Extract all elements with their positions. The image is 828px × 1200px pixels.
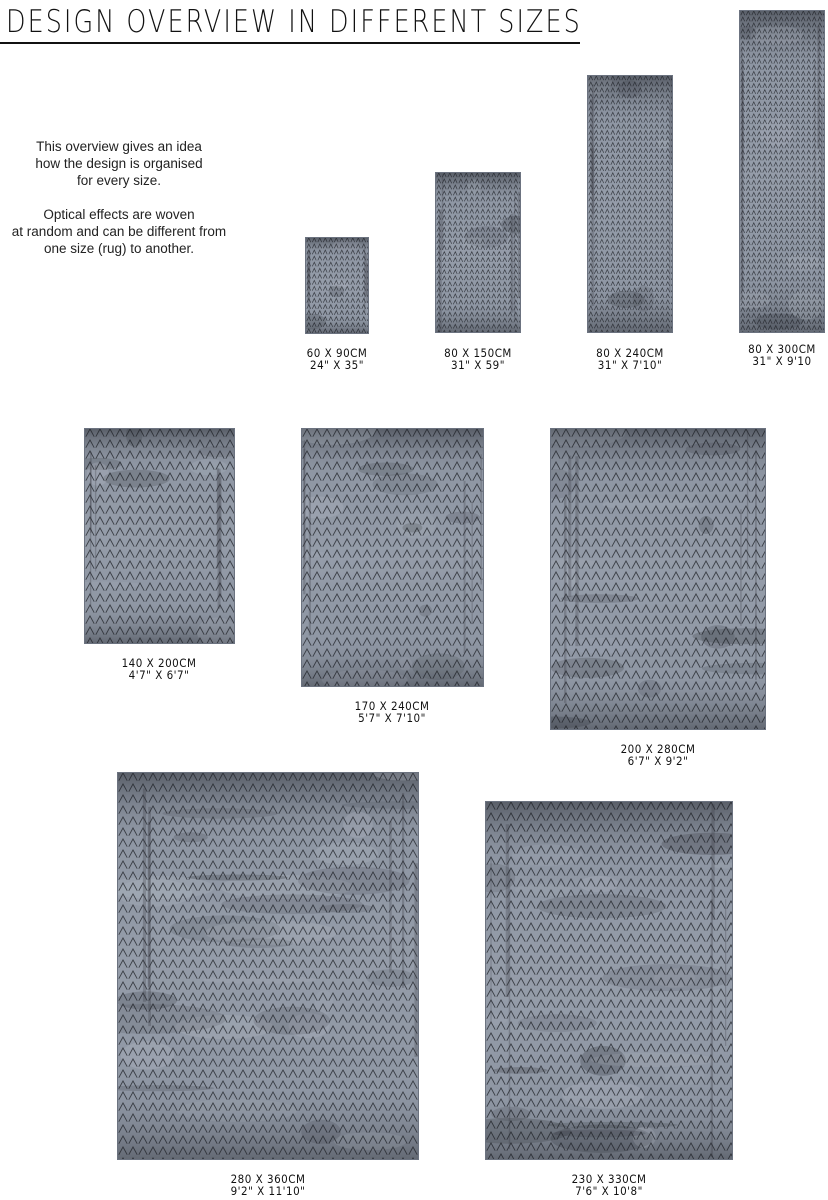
size-label-60x90 — [307, 347, 368, 371]
page-title: DESIGN OVERVIEW IN DIFFERENT SIZES — [6, 4, 582, 40]
size-imperial: 9'2" X 11'10" — [230, 1184, 306, 1198]
rug-image-200x280 — [550, 428, 766, 730]
intro-line: how the design is organised — [35, 156, 203, 171]
rug-image-60x90 — [305, 237, 369, 334]
size-metric: 280 X 360CM — [230, 1172, 306, 1186]
size-imperial: 24" X 35" — [309, 358, 364, 372]
rug-pattern — [588, 76, 672, 332]
rug-pattern — [118, 773, 418, 1159]
rug-pattern — [740, 11, 824, 332]
size-label-80x150 — [444, 347, 512, 371]
size-label-230x330 — [572, 1173, 647, 1197]
rug-image-170x240 — [301, 428, 484, 687]
rug-pattern — [486, 802, 732, 1159]
size-metric: 80 X 150CM — [444, 346, 512, 360]
rug-pattern — [551, 429, 765, 729]
size-label-80x300 — [748, 343, 816, 367]
rug-pattern — [85, 429, 234, 643]
title-underline — [0, 42, 580, 44]
size-label-140x200 — [122, 657, 197, 681]
size-metric: 200 X 280CM — [620, 742, 696, 756]
rug-pattern — [436, 173, 520, 332]
intro-text — [0, 138, 238, 274]
rug-pattern — [306, 238, 368, 333]
rug-image-230x330 — [485, 801, 733, 1160]
rug-image-80x150 — [435, 172, 521, 333]
intro-paragraph-1 — [0, 138, 238, 189]
rug-image-140x200 — [84, 428, 235, 644]
rug-pattern — [302, 429, 483, 686]
intro-line: for every size. — [76, 173, 162, 188]
intro-line: at random and can be different from — [11, 224, 227, 239]
intro-paragraph-2 — [0, 206, 238, 257]
intro-line: Optical effects are woven — [43, 207, 195, 222]
rug-image-80x300 — [739, 10, 825, 333]
rug-image-80x240 — [587, 75, 673, 333]
size-imperial: 6'7" X 9'2" — [627, 754, 689, 768]
size-imperial: 31" X 59" — [451, 358, 505, 372]
size-label-280x360 — [231, 1173, 306, 1197]
size-imperial: 31" X 7'10" — [597, 358, 663, 372]
intro-line: one size (rug) to another. — [43, 241, 195, 256]
rug-image-280x360 — [117, 772, 419, 1160]
size-label-80x240 — [596, 347, 664, 371]
size-imperial: 31" X 9'10 — [752, 354, 812, 368]
size-metric: 60 X 90CM — [306, 346, 368, 360]
size-imperial: 4'7" X 6'7" — [128, 668, 190, 682]
size-metric: 230 X 330CM — [571, 1172, 647, 1186]
size-metric: 80 X 240CM — [596, 346, 664, 360]
size-metric: 170 X 240CM — [354, 699, 430, 713]
size-label-200x280 — [621, 743, 696, 767]
intro-line: This overview gives an idea — [36, 139, 202, 154]
size-metric: 80 X 300CM — [748, 342, 816, 356]
size-imperial: 7'6" X 10'8" — [575, 1184, 643, 1198]
size-imperial: 5'7" X 7'10" — [358, 711, 426, 725]
size-metric: 140 X 200CM — [121, 656, 197, 670]
size-label-170x240 — [355, 700, 430, 724]
